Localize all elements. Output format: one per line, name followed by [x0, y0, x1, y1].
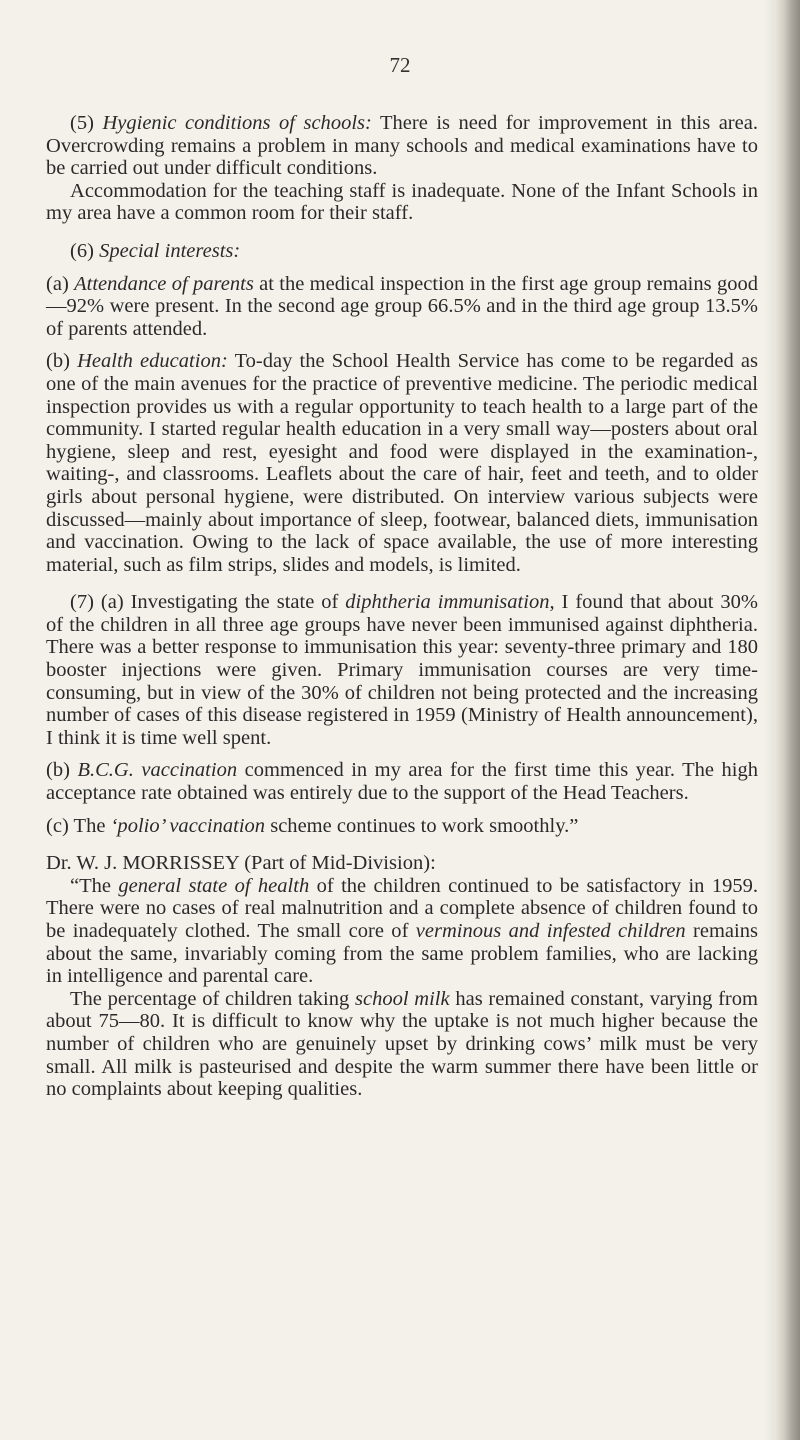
- doctor-paragraph-2: [46, 988, 758, 1101]
- section-7a-paragraph: [46, 591, 758, 749]
- page-number: 72: [389, 53, 411, 77]
- section-7a-label: (a): [100, 591, 131, 614]
- section-7b-title: B.C.G. vaccination: [77, 759, 238, 782]
- section-5-text: There is need for improvement in this area. Overcrowding remains a problem in many schools and medical examinations have to be carried out under difficult conditions.: [46, 112, 758, 180]
- doctor-p1-title: general state of health: [118, 874, 310, 897]
- section-7b-label: (b): [46, 759, 78, 782]
- doctor-p1-text-b: remains about the same, invariably coming from the same problem families, who are lacking in intelligence and parental care.: [46, 920, 758, 988]
- section-7c-paragraph: [46, 815, 758, 838]
- book-binding-edge: [774, 0, 800, 1440]
- section-5-paragraph: [46, 112, 758, 180]
- section-6b-paragraph: [46, 350, 758, 576]
- doctor-p1-title-2: verminous and infested children: [415, 920, 686, 942]
- section-7a-pre: Investigating the state of: [130, 591, 346, 614]
- doctor-p2-pre: The percentage of children taking: [70, 987, 355, 1010]
- doctor-p2-title: school milk: [354, 987, 450, 1010]
- section-7c-pre: The: [73, 814, 111, 837]
- section-7c-text: scheme continues to work smoothly.”: [265, 814, 579, 837]
- section-6b-text: To-day the School Health Service has come to be regarded as one of the main avenues for the practice of preventive medicine. The periodic medical inspection provides us with a regular opportunity to teach health to a large part of the community. I started regular health education in a very small way—posters about oral hygiene, sleep and rest, eyesight and food were displayed in the examination-, waiting-, and classrooms. Leaflets about the care of hair, feet and teeth, and to older girls about personal hygiene, were distributed. On interview various subjects were discussed—mainly about importance of sleep, footwear, balanced diets, immunisation and vaccination. Owing to the lack of space available, the use of more interesting material, such as film strips, slides and models, is limited.: [46, 350, 758, 576]
- section-7-label: (7): [70, 591, 101, 614]
- section-6-title: Special interests:: [99, 239, 241, 262]
- section-6-label: (6): [70, 239, 100, 262]
- section-7a-title: diphtheria immunisation,: [345, 591, 555, 614]
- section-6a-label: (a): [46, 272, 75, 295]
- doctor-p2-text: has remained constant, varying from about 75—80. It is difficult to know why the uptake is not much higher because the number of children who are genuinely upset by drinking cows’ milk must be very small. All milk is pasteurised and despite the warm summer there have been little or no complaints about keeping qualities.: [46, 987, 758, 1101]
- doctor-p1-pre: “The: [70, 874, 119, 897]
- section-6b-label: (b): [46, 350, 78, 373]
- section-6a-text: at the medical inspection in the first age group remains good—92% were present. In the second age group 66.5% and in the third age group 13.5% of parents attended.: [46, 272, 758, 340]
- section-5-label: (5): [70, 112, 103, 134]
- section-7b-paragraph: [46, 759, 758, 804]
- document-body: [46, 112, 758, 1101]
- accommodation-paragraph: Accommodation for the teaching staff is inadequate. None of the Infant Schools in my area have a common room for their staff.: [46, 179, 758, 225]
- binding-shadow: [764, 0, 774, 1440]
- section-6-heading: [46, 240, 758, 263]
- doctor-paragraph-1: [46, 875, 758, 988]
- section-7c-title: ‘polio’ vaccination: [110, 814, 266, 837]
- section-6a-paragraph: [46, 273, 758, 341]
- doctor-header: Dr. W. J. MORRISSEY (Part of Mid-Division):: [46, 852, 436, 875]
- section-7c-label: (c): [46, 814, 74, 837]
- section-7a-text: I found that about 30% of the children in all three age groups have never been immunised against diphtheria. There was a better response to immunisation this year: seventy-three primary and 180 booster injections were given. Primary immunisation courses are very time-consuming, but in view of the 30% of children not being protected and the increasing number of cases of this disease registered in 1959 (Ministry of Health announcement), I think it is time well spent.: [46, 591, 758, 749]
- section-5-title: Hygienic conditions of schools:: [102, 112, 372, 134]
- section-6b-title: Health education:: [77, 350, 228, 373]
- doctor-p1-text-a: of the children continued to be satisfactory in 1959. There were no cases of real malnutrition and a complete absence of children found to be inadequately clothed. The small core of: [46, 874, 758, 942]
- section-6a-title: Attendance of parents: [74, 272, 254, 295]
- section-7b-text: commenced in my area for the first time this year. The high acceptance rate obtained was entirely due to the support of the Head Teachers.: [46, 759, 758, 805]
